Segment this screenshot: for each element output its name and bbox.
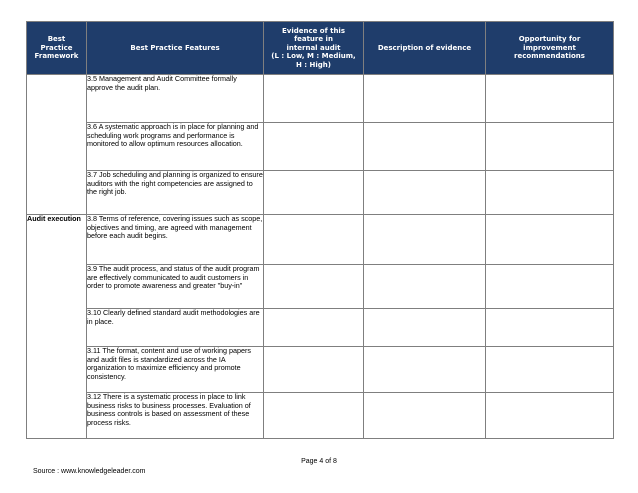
feature-cell: 3.10 Clearly defined standard audit methodologies are in place.	[87, 309, 264, 347]
feature-cell: 3.6 A systematic approach is in place for planning and scheduling work programs and performance is monitored to allow optimum resources allocation.	[87, 123, 264, 171]
description-cell	[364, 215, 486, 265]
description-cell	[364, 309, 486, 347]
framework-cell: Audit execution	[27, 215, 87, 439]
evidence-cell	[264, 123, 364, 171]
header-evidence: Evidence of this feature in internal audit (L : Low, M : Medium, H : High)	[264, 22, 364, 75]
description-cell	[364, 393, 486, 439]
description-cell	[364, 75, 486, 123]
evidence-cell	[264, 75, 364, 123]
header-features: Best Practice Features	[87, 22, 264, 75]
evidence-cell	[264, 171, 364, 215]
feature-cell: 3.7 Job scheduling and planning is organized to ensure auditors with the right competencies are assigned to the right job.	[87, 171, 264, 215]
description-cell	[364, 123, 486, 171]
feature-cell: 3.5 Management and Audit Committee formally approve the audit plan.	[87, 75, 264, 123]
description-cell	[364, 171, 486, 215]
opportunity-cell	[486, 393, 614, 439]
table-row	[27, 347, 614, 393]
evidence-cell	[264, 309, 364, 347]
description-cell	[364, 347, 486, 393]
opportunity-cell	[486, 309, 614, 347]
best-practice-table	[26, 21, 614, 439]
opportunity-cell	[486, 265, 614, 309]
header-framework: Best Practice Framework	[27, 22, 87, 75]
table-row	[27, 171, 614, 215]
header-opportunity: Opportunity for improvement recommendations	[486, 22, 614, 75]
feature-cell: 3.11 The format, content and use of working papers and audit files is standardized across the IA organization to maximize efficiency and promote consistency.	[87, 347, 264, 393]
opportunity-cell	[486, 347, 614, 393]
table-row	[27, 123, 614, 171]
header-row	[27, 22, 614, 75]
evidence-cell	[264, 393, 364, 439]
feature-cell: 3.8 Terms of reference, covering issues such as scope, objectives and timing, are agreed with management before each audit begins.	[87, 215, 264, 265]
table-row	[27, 393, 614, 439]
opportunity-cell	[486, 215, 614, 265]
evidence-cell	[264, 265, 364, 309]
framework-cell	[27, 75, 87, 215]
header-description: Description of evidence	[364, 22, 486, 75]
evidence-cell	[264, 347, 364, 393]
table-row	[27, 215, 614, 265]
description-cell	[364, 265, 486, 309]
page-number: Page 4 of 8	[301, 458, 337, 465]
feature-cell: 3.9 The audit process, and status of the audit program are effectively communicated to audit customers in order to promote awareness and greater "buy-in"	[87, 265, 264, 309]
opportunity-cell	[486, 171, 614, 215]
opportunity-cell	[486, 75, 614, 123]
evidence-cell	[264, 215, 364, 265]
table-row	[27, 265, 614, 309]
table-row	[27, 75, 614, 123]
source-note: Source : www.knowledgeleader.com	[33, 468, 146, 475]
feature-cell: 3.12 There is a systematic process in place to link business risks to business processes. Evaluation of business controls is based on assessment of these process risks.	[87, 393, 264, 439]
opportunity-cell	[486, 123, 614, 171]
table-row	[27, 309, 614, 347]
